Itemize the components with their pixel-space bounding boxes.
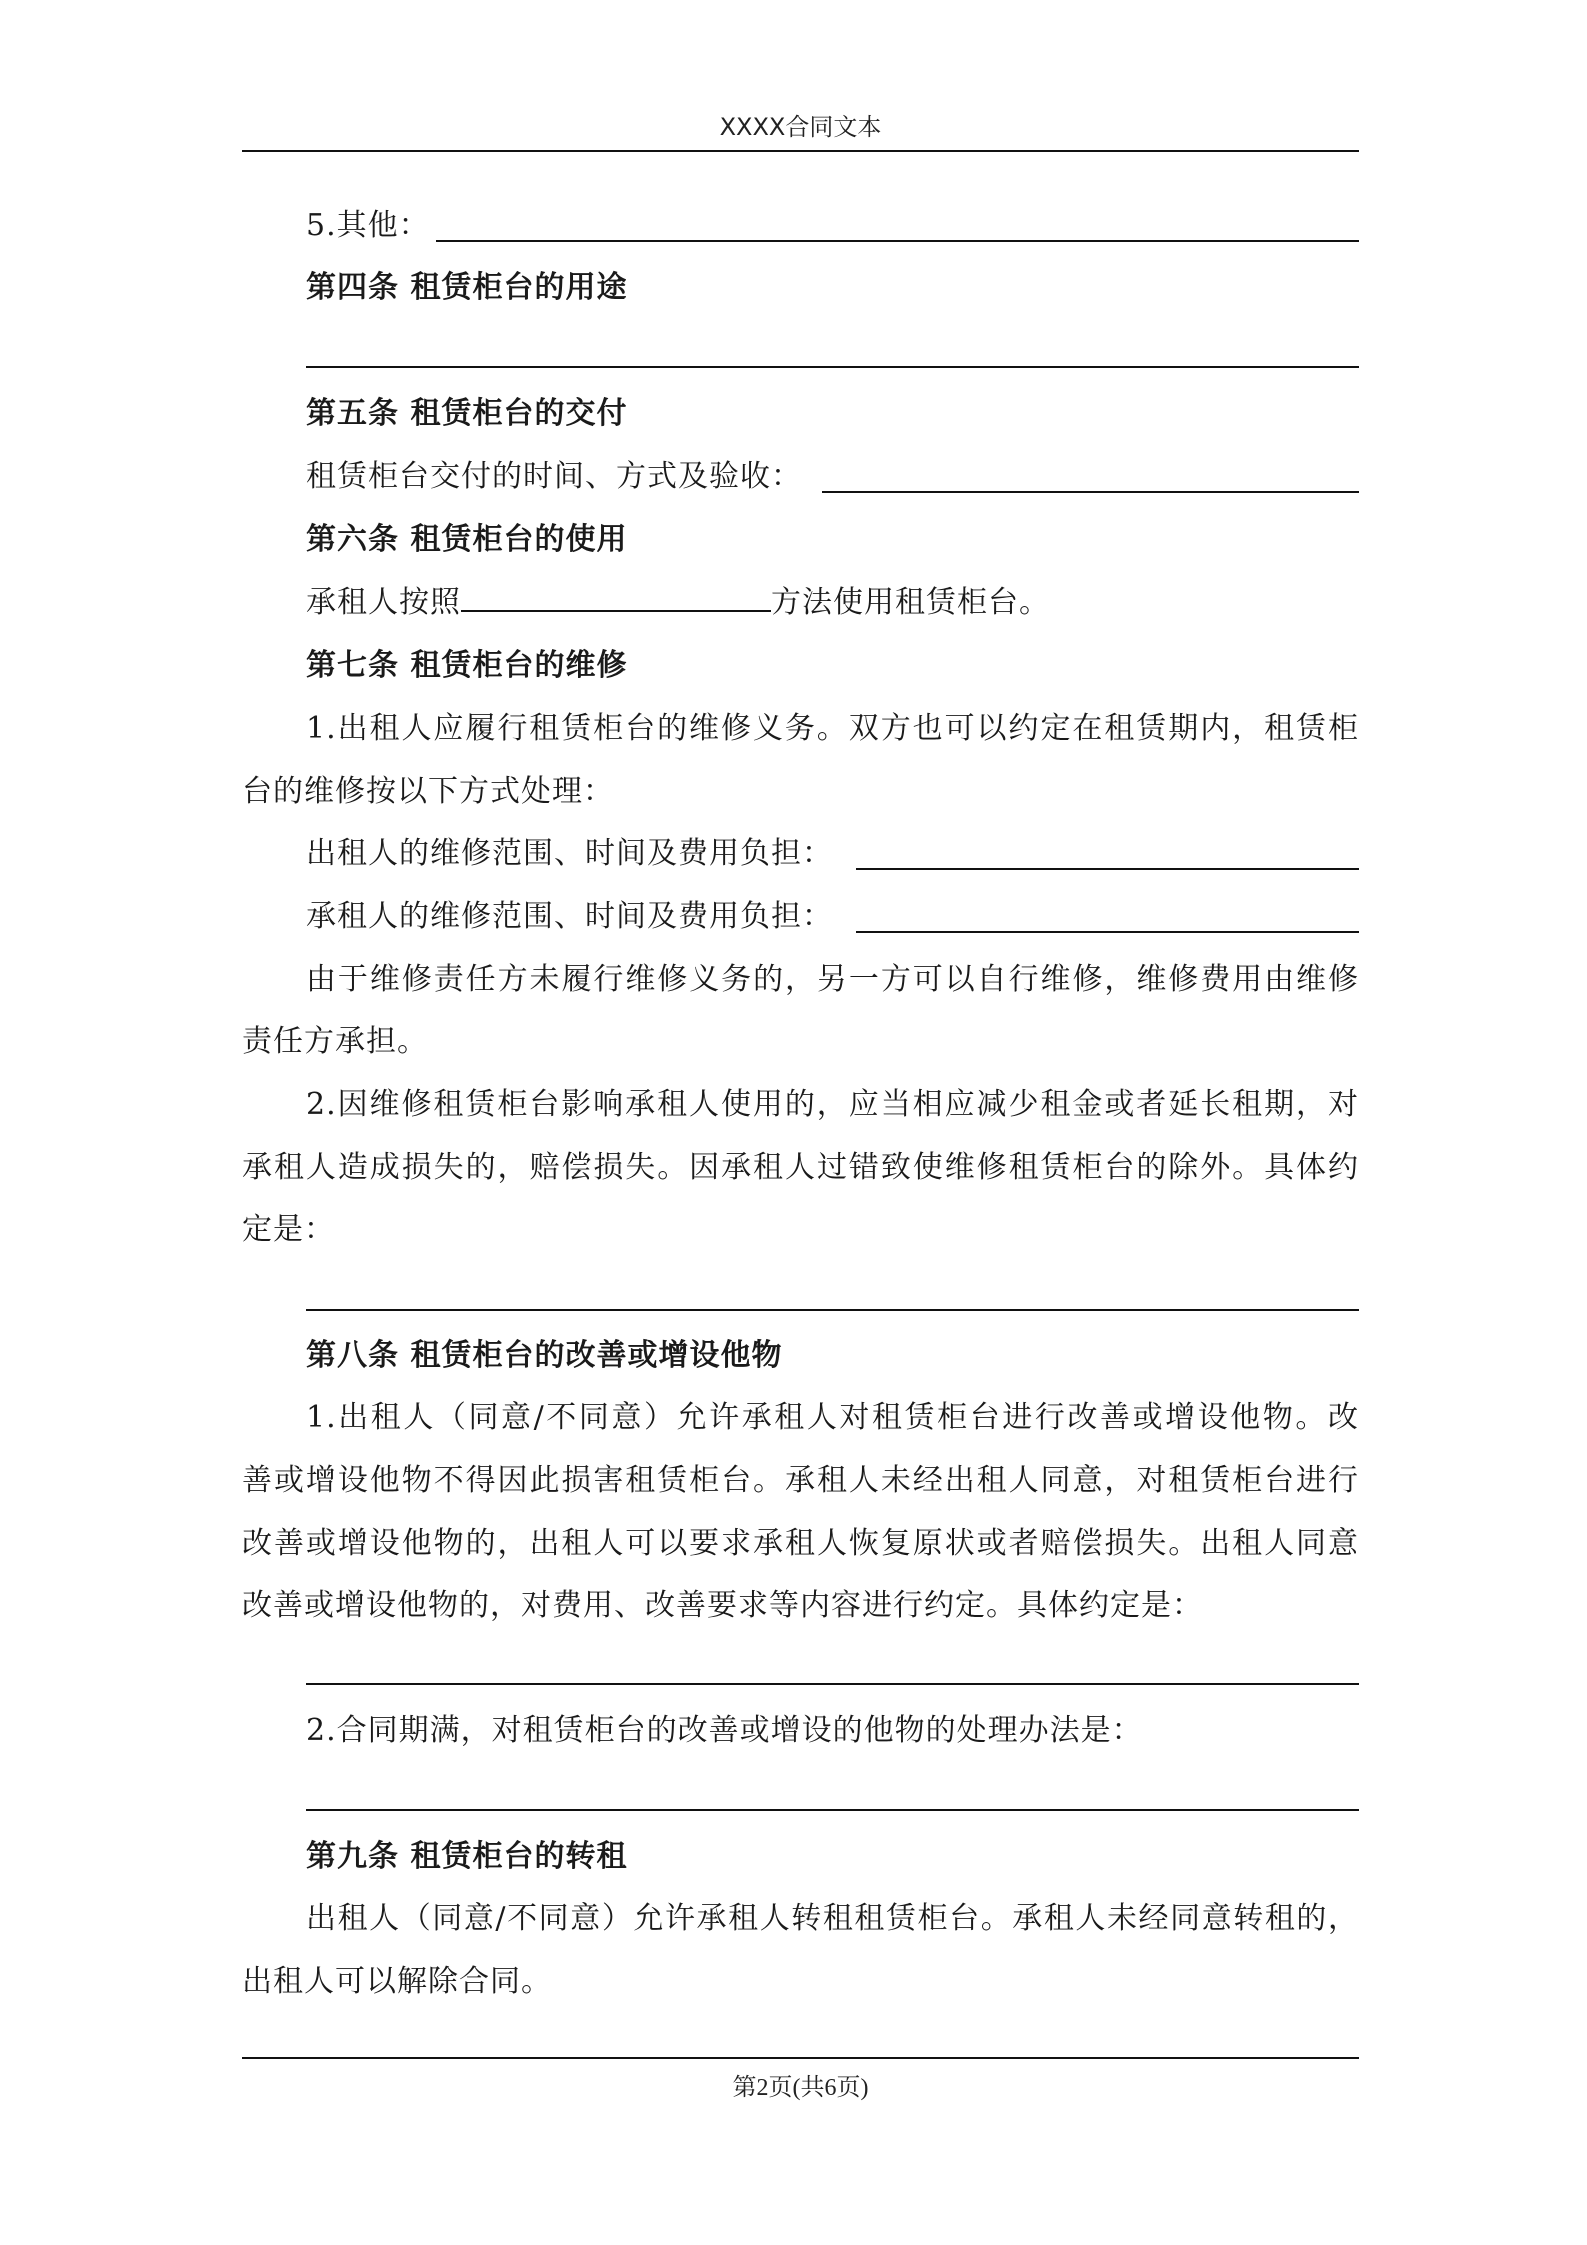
article-4-title: 第四条 租赁柜台的用途 <box>306 270 628 305</box>
article-5-title: 第五条 租赁柜台的交付 <box>306 396 628 431</box>
article-7-p3-line2: 承租人造成损失的，赔偿损失。因承租人过错致使维修租赁柜台的除外。具体约 <box>242 1150 1359 1185</box>
article-7-lessor-blank <box>856 868 1359 870</box>
article-7-p3-blank <box>306 1309 1359 1311</box>
article-7-p1-line1: 1.出租人应履行租赁柜台的维修义务。双方也可以约定在租赁期内，租赁柜 <box>306 711 1359 746</box>
article-6-title: 第六条 租赁柜台的使用 <box>306 522 628 557</box>
article-8-p1-line3: 改善或增设他物的，出租人可以要求承租人恢复原状或者赔偿损失。出租人同意 <box>242 1526 1359 1561</box>
article-4-blank <box>306 366 1359 368</box>
article-6-text-b: 方法使用租赁柜台。 <box>771 585 1050 620</box>
article-8-p1-line1: 1.出租人（同意/不同意）允许承租人对租赁柜台进行改善或增设他物。改 <box>306 1400 1359 1435</box>
article-7-lessee-blank <box>856 931 1359 933</box>
article-8-title: 第八条 租赁柜台的改善或增设他物 <box>306 1338 783 1373</box>
article-6-text-a: 承租人按照 <box>306 585 461 620</box>
article-7-title: 第七条 租赁柜台的维修 <box>306 648 628 683</box>
item-5-blank <box>436 240 1359 242</box>
article-8-p2-blank <box>306 1809 1359 1811</box>
article-9-p1-line2: 出租人可以解除合同。 <box>242 1964 552 1999</box>
item-5-label: 5.其他： <box>306 208 430 243</box>
article-7-lessor-text: 出租人的维修范围、时间及费用负担： <box>306 836 833 871</box>
article-8-p1-line2: 善或增设他物不得因此损害租赁柜台。承租人未经出租人同意，对租赁柜台进行 <box>242 1463 1359 1498</box>
article-5-blank <box>822 491 1359 493</box>
article-7-p3-line3: 定是： <box>242 1212 335 1247</box>
article-8-p1-blank <box>306 1683 1359 1685</box>
article-7-p2-line1: 由于维修责任方未履行维修义务的，另一方可以自行维修，维修费用由维修 <box>306 962 1359 997</box>
article-6-text <box>306 583 1359 623</box>
article-9-p1-line1: 出租人（同意/不同意）允许承租人转租租赁柜台。承租人未经同意转租的， <box>306 1901 1359 1936</box>
article-8-p1-line4: 改善或增设他物的，对费用、改善要求等内容进行约定。具体约定是： <box>242 1588 1203 1623</box>
article-7-p1-line2: 台的维修按以下方式处理： <box>242 774 614 809</box>
page-footer: 第2页(共6页) <box>732 2075 869 2101</box>
article-7-p2-line2: 责任方承担。 <box>242 1024 428 1059</box>
page-header: XXXX合同文本 <box>719 113 882 141</box>
article-9-title: 第九条 租赁柜台的转租 <box>306 1839 628 1874</box>
article-5-text: 租赁柜台交付的时间、方式及验收： <box>306 459 802 494</box>
footer-rule <box>242 2057 1359 2059</box>
article-8-p2: 2.合同期满，对租赁柜台的改善或增设的他物的处理办法是： <box>306 1713 1143 1748</box>
article-7-lessee-text: 承租人的维修范围、时间及费用负担： <box>306 899 833 934</box>
article-7-p3-line1: 2.因维修租赁柜台影响承租人使用的，应当相应减少租金或者延长租期，对 <box>306 1087 1359 1122</box>
header-rule <box>242 150 1359 152</box>
article-6-inline-blank <box>461 584 771 612</box>
